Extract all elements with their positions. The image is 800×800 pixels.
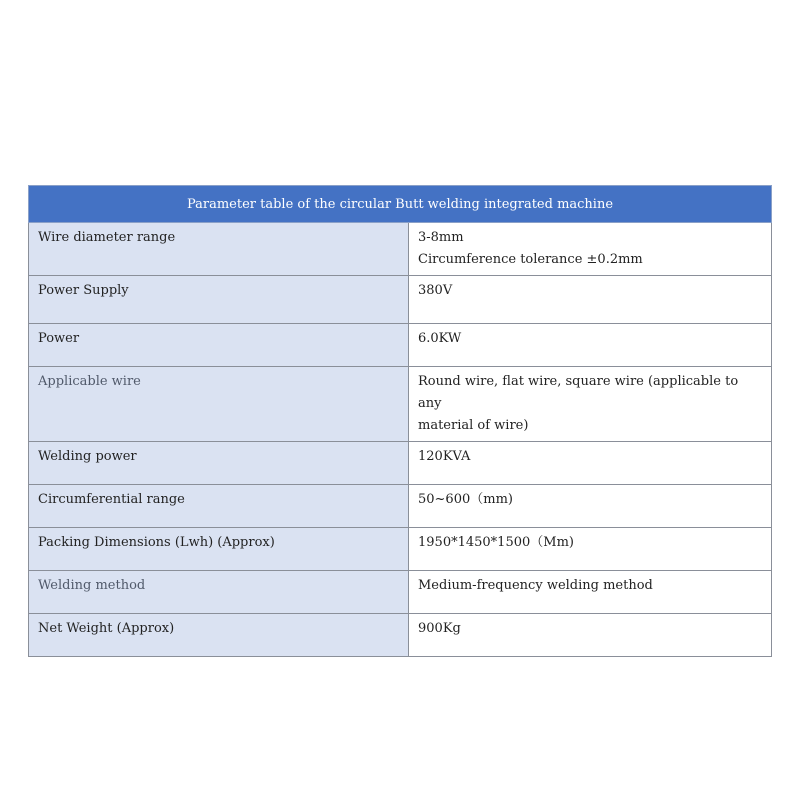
table-row	[29, 442, 772, 485]
table-row	[29, 571, 772, 614]
row-label: Applicable wire	[29, 367, 409, 442]
table-row	[29, 614, 772, 657]
value-line: Circumference tolerance ±0.2mm	[418, 252, 643, 267]
value-line: 3-8mm	[418, 230, 464, 245]
row-value	[409, 528, 772, 571]
row-label: Wire diameter range	[29, 223, 409, 276]
row-value	[409, 276, 772, 324]
row-value	[409, 614, 772, 657]
value-line: material of wire)	[418, 418, 529, 433]
row-value	[409, 442, 772, 485]
table-row	[29, 276, 772, 324]
table-row	[29, 528, 772, 571]
value-line: Medium-frequency welding method	[418, 578, 653, 593]
table-row	[29, 485, 772, 528]
row-value	[409, 367, 772, 442]
table-row	[29, 324, 772, 367]
value-line: 6.0KW	[418, 331, 462, 346]
row-label: Power	[29, 324, 409, 367]
value-line: 1950*1450*1500（Mm)	[418, 535, 574, 550]
row-label: Net Weight (Approx)	[29, 614, 409, 657]
value-line: 120KVA	[418, 449, 471, 464]
row-label: Welding power	[29, 442, 409, 485]
value-line: 900Kg	[418, 621, 461, 636]
row-value	[409, 571, 772, 614]
value-line: 380V	[418, 283, 453, 298]
row-label: Packing Dimensions (Lwh) (Approx)	[29, 528, 409, 571]
row-label: Circumferential range	[29, 485, 409, 528]
value-line: Round wire, flat wire, square wire (applicable to any	[418, 374, 739, 411]
row-value	[409, 485, 772, 528]
table-title: Parameter table of the circular Butt welding integrated machine	[29, 186, 772, 223]
row-label: Power Supply	[29, 276, 409, 324]
table-row	[29, 367, 772, 442]
table-row	[29, 223, 772, 276]
row-label: Welding method	[29, 571, 409, 614]
parameter-table	[28, 185, 772, 657]
row-value	[409, 223, 772, 276]
value-line: 50~600（mm)	[418, 492, 513, 507]
row-value	[409, 324, 772, 367]
table-header-row	[29, 186, 772, 223]
